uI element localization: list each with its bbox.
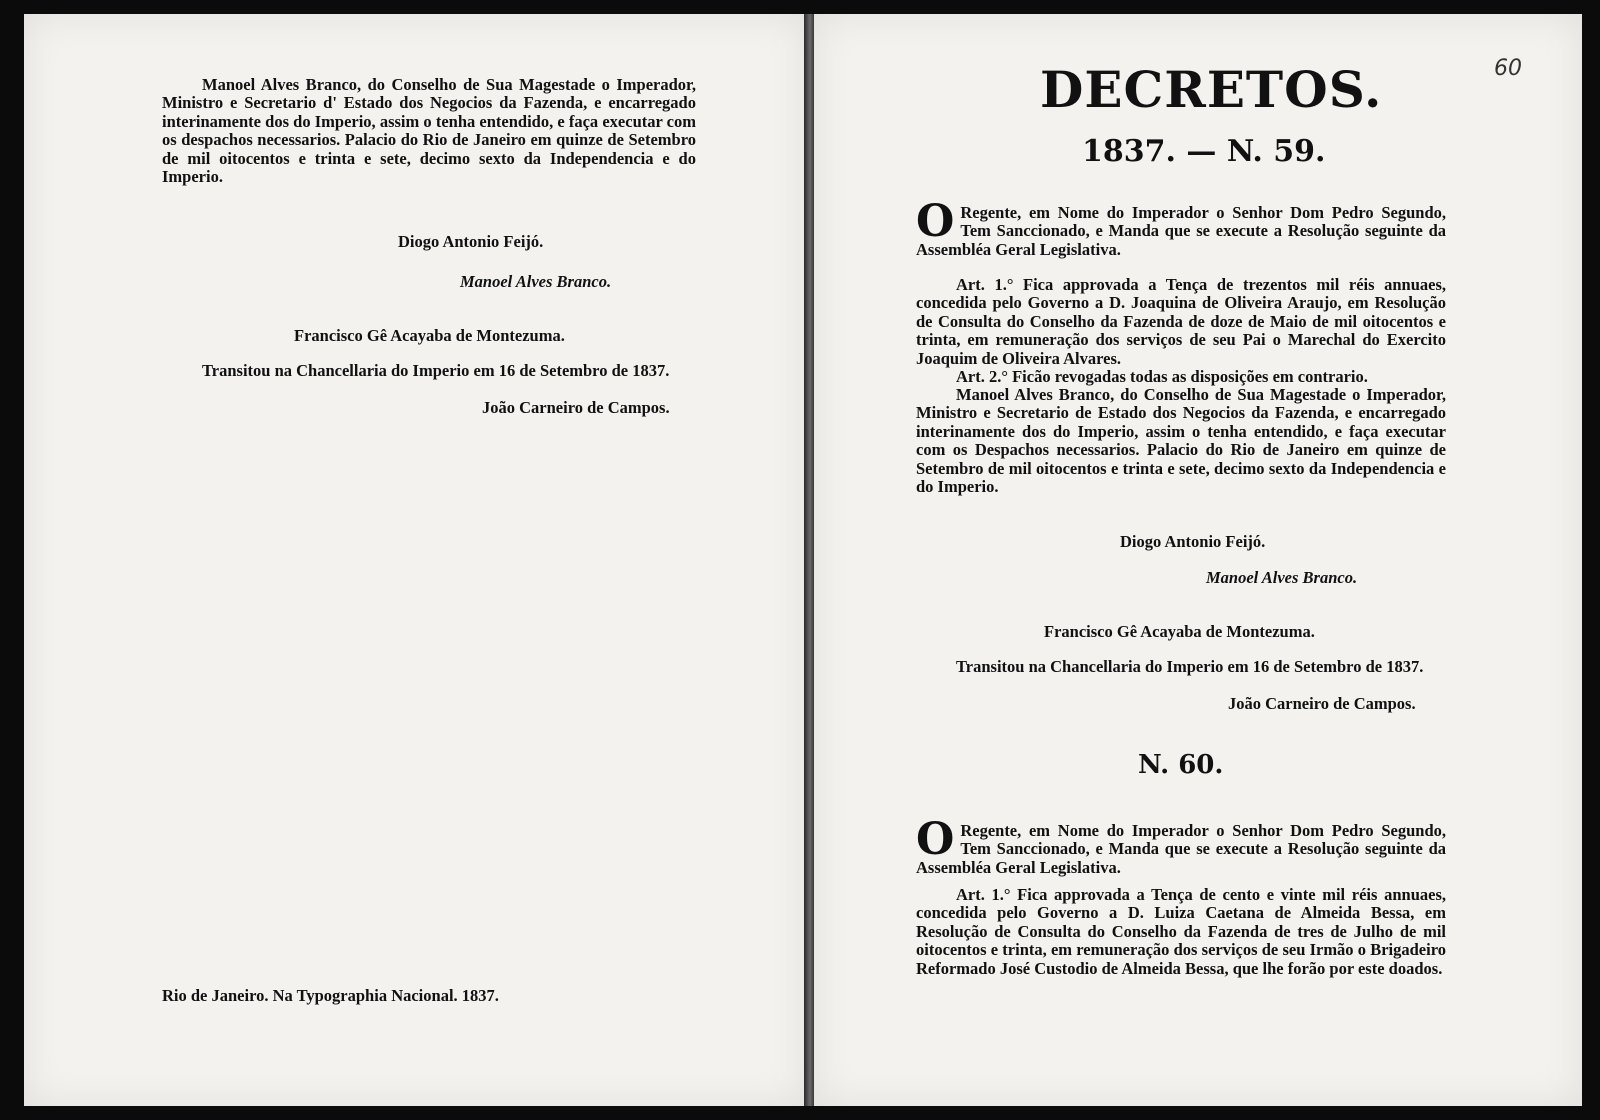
decree-59-sig-branco: Manoel Alves Branco. [1206,568,1358,587]
signature-montezuma: Francisco Gê Acayaba de Montezuma. [294,326,565,345]
decree-60-intro-text: Regente, em Nome do Imperador o Senhor Dom Pedro Segundo, Tem Sanccionado, e Manda que se execute a Resolução seguinte da Assembléa Geral Legislativa. [916,821,1446,877]
dropcap-60: O [916,814,955,865]
decree-59-intro-text: Regente, em Nome do Imperador o Senhor Dom Pedro Segundo, Tem Sanccionado, e Manda que se execute a Resolução seguinte da Assembléa Geral Legislativa. [916,203,1446,259]
decree-number-60: N. 60. [1138,750,1224,780]
decree-60-intro [916,814,1446,877]
closing-paragraph: Manoel Alves Branco, do Conselho de Sua Magestade o Imperador, Ministro e Secretario d' Estado dos Negocios da Fazenda, e encarregado interinamente dos do Imperio, assim o tenha entendido, e faça executar com os despachos necessarios. Palacio do Rio de Janeiro em quinze de Setembro de mil oitocentos e trinta e sete, decimo sexto da Independencia e do Imperio. [162,75,696,187]
imprint-footer: Rio de Janeiro. Na Typographia Nacional. 1837. [162,986,499,1005]
chancellaria-note: Transitou na Chancellaria do Imperio em 16 de Setembro de 1837. [202,361,670,380]
signature-carneiro: João Carneiro de Campos. [482,398,670,417]
decree-59-sig-montezuma: Francisco Gê Acayaba de Montezuma. [1044,622,1315,641]
decree-59-chancellaria: Transitou na Chancellaria do Imperio em 16 de Setembro de 1837. [956,657,1424,676]
page-number: 60 [1494,56,1522,81]
decree-59-intro [916,196,1446,259]
dropcap-59: O [916,196,955,247]
decree-60-art1: Art. 1.° Fica approvada a Tença de cento e vinte mil réis annuaes, concedida pelo Governo a D. Luiza Caetana de Almeida Bessa, em Resolução de Consulta do Conselho da Fazenda de tres de Julho de mil oitocentos e trinta, em remuneração dos serviços de seu Irmão o Brigadeiro Reformado José Custodio de Almeida Bessa, que lhe forão por este doados. [916,885,1446,978]
decree-59-art1: Art. 1.° Fica approvada a Tença de trezentos mil réis annuaes, concedida pelo Governo a D. Joaquina de Oliveira Araujo, em Resolução de Consulta do Conselho da Fazenda de doze de Maio de mil oitocentos e trinta, em remuneração dos serviços de seu Pai o Marechal do Exercito Joaquim de Oliveira Alvares. [916,275,1446,368]
decree-number-59: 1837. — N. 59. [1082,134,1326,169]
decree-59-sig-carneiro: João Carneiro de Campos. [1228,694,1416,713]
right-page [814,14,1582,1106]
decree-59-art2: Art. 2.° Ficão revogadas todas as disposições em contrario. [956,367,1368,386]
signature-branco: Manoel Alves Branco. [460,272,612,291]
decree-59-closing: Manoel Alves Branco, do Conselho de Sua Magestade o Imperador, Ministro e Secretario de Estado dos Negocios da Fazenda, e encarregado interinamente dos do Imperio, assim o tenha entendido, e faça executar com os Despachos necessarios. Palacio do Rio de Janeiro em quinze de Setembro de mil oitocentos e trinta e sete, decimo sexto da Independencia e do Imperio. [916,385,1446,497]
section-title: DECRETOS. [1040,60,1383,119]
left-page [24,14,806,1106]
decree-59-sig-feijo: Diogo Antonio Feijó. [1120,532,1266,551]
signature-feijo: Diogo Antonio Feijó. [398,232,544,251]
